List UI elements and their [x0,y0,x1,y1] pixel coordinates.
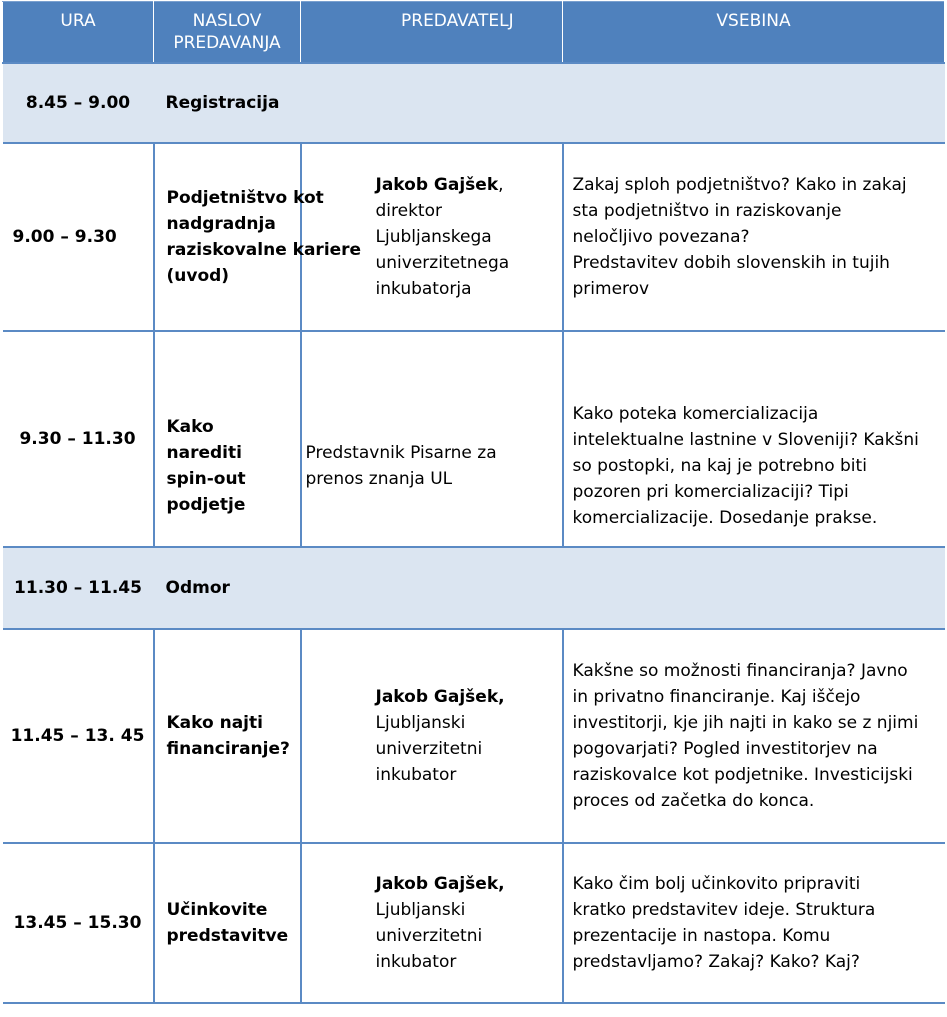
table-row [3,331,945,547]
title-cell: Registracija [154,63,301,143]
content-line: Kako poteka komercializacija [572,404,819,424]
table-row [3,143,945,331]
title-line: raziskovalne kariere [166,240,362,260]
content-line: kratko predstavitev ideje. Struktura [572,900,876,920]
content-line: sta podjetništvo in raziskovanje [572,201,842,221]
table-row [3,63,945,143]
lecturer-line: univerzitetnega [375,253,510,273]
header-content: VSEBINA [563,2,945,64]
header-lecturer: PREDAVATELJ [301,2,563,64]
content-line: prezentacije in nastopa. Komu [572,926,831,946]
time-cell: 13.45 – 15.30 [3,843,154,1003]
content-line: pogovarjati? Pogled investitorjev na [572,739,878,759]
content-line: proces od začetka do konca. [572,791,815,811]
lecturer-line: inkubatorja [375,279,472,299]
lecturer-name: Jakob Gajšek [375,175,499,195]
content-line: pozoren pri komercializaciji? Tipi [572,482,849,502]
content-cell [563,63,945,143]
title-cell [154,843,301,1003]
title-line: spin-out [166,469,246,489]
content-line: Zakaj sploh podjetništvo? Kako in zakaj [572,175,907,195]
title-line: (uvod) [166,266,230,286]
content-line: so postopki, na kaj je potrebno biti [572,456,867,476]
content-cell [563,843,945,1003]
content-line: Kako čim bolj učinkovito pripraviti [572,874,861,894]
content-line: in privatno financiranje. Kaj iščejo [572,687,861,707]
title-line: podjetje [166,495,246,515]
table-row [3,547,945,629]
title-line: financiranje? [166,739,290,759]
title-line: Kako [166,417,214,437]
header-row [3,2,945,64]
title-line: nadgradnja [166,214,276,234]
lecturer-line: direktor [375,201,442,221]
lecturer-name-line [376,172,556,198]
title-cell: Odmor [154,547,301,629]
lecturer-line: Ljubljanski [375,900,466,920]
header-title-line: NASLOV [192,11,262,31]
content-line: investitorji, kje jih najti in kako se z njimi [572,713,919,733]
lecturer-cell [301,547,563,629]
lecturer-line: univerzitetni [375,926,483,946]
content-line: intelektualne lastnine v Sloveniji? Kakšni [572,430,919,450]
title-line: Kako najti [166,713,263,733]
lecturer-line: Ljubljanski [375,713,466,733]
table-row [3,843,945,1003]
title-line: Učinkovite [166,900,268,920]
title-line: Podjetništvo kot [166,188,324,208]
content-line: Kakšne so možnosti financiranja? Javno [572,661,908,681]
content-line: primerov [572,279,650,299]
lecturer-name: Jakob Gajšek, [375,687,505,707]
lecturer-line: inkubator [375,952,457,972]
title-line: narediti [166,443,242,463]
time-cell: 9.30 – 11.30 [3,331,154,547]
content-line: komercializacije. Dosedanje prakse. [572,508,878,528]
lecturer-line: univerzitetni [375,739,483,759]
lecturer-separator: , [498,175,504,195]
schedule-table [2,1,945,1004]
lecturer-line: inkubator [375,765,457,785]
header-title [154,2,301,64]
time-cell: 9.00 – 9.30 [3,143,154,331]
time-cell: 8.45 – 9.00 [3,63,154,143]
lecturer-line: Ljubljanskega [375,227,492,247]
time-cell: 11.30 – 11.45 [3,547,154,629]
content-line: neločljivo povezana? [572,227,750,247]
title-cell [154,143,362,331]
lecturer-name: Jakob Gajšek, [375,874,505,894]
header-time: URA [3,2,154,64]
header-title-line: PREDAVANJA [173,33,281,53]
content-cell [563,331,945,547]
table-row [3,629,945,843]
time-cell: 11.45 – 13. 45 [3,629,154,843]
lecturer-cell [301,63,563,143]
lecturer-cell [301,331,563,547]
content-cell [563,629,945,843]
title-line: predstavitve [166,926,289,946]
lecturer-line: prenos znanja UL [305,469,453,489]
lecturer-cell [301,143,563,331]
content-cell [563,143,945,331]
content-cell [563,547,945,629]
content-line: predstavljamo? Zakaj? Kako? Kaj? [572,952,860,972]
title-cell [154,331,301,547]
content-line: Predstavitev dobih slovenskih in tujih [572,253,890,273]
lecturer-line: Predstavnik Pisarne za [305,443,497,463]
lecturer-cell [301,629,563,843]
lecturer-cell [301,843,563,1003]
title-cell [154,629,301,843]
content-line: raziskovalce kot podjetnike. Investicijski [572,765,913,785]
